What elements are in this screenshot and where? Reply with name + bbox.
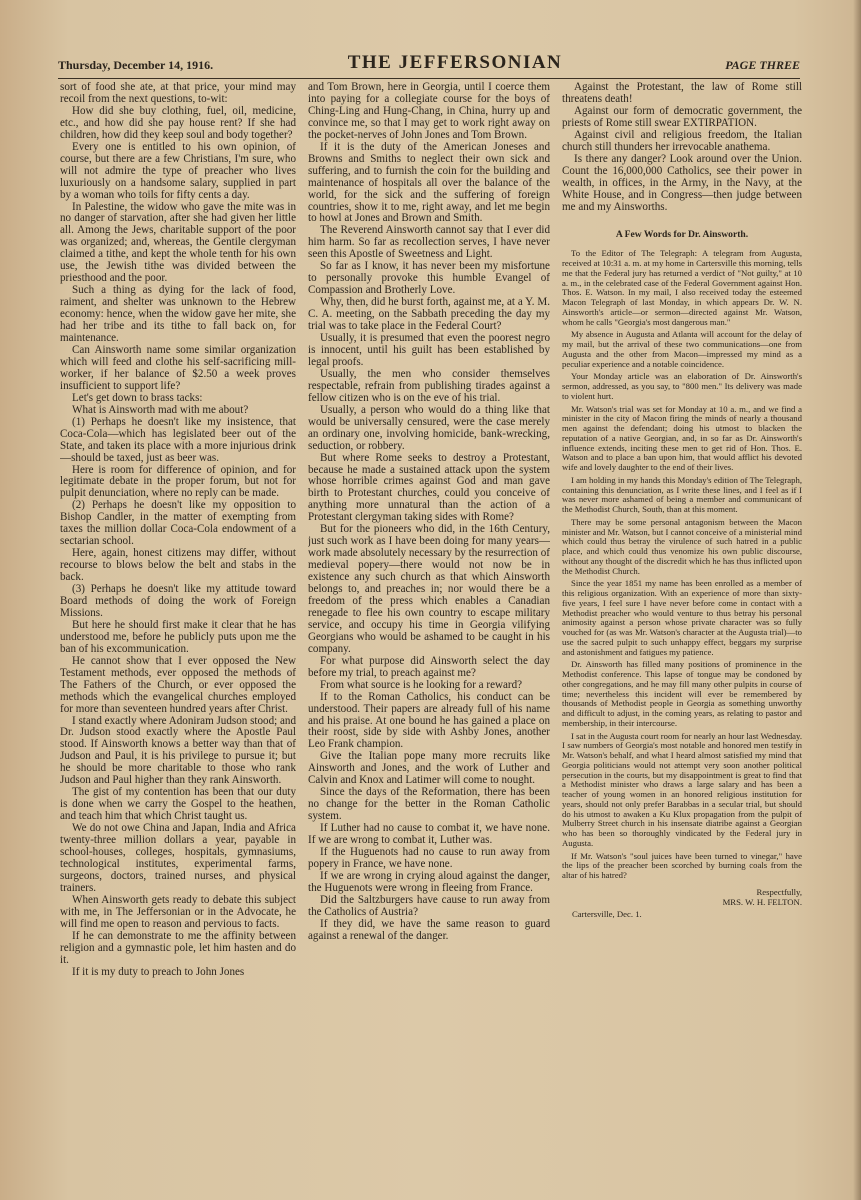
paragraph: If Luther had no cause to combat it, we have none. If we are wrong to combat it, Luther was. — [308, 822, 550, 847]
paragraph: Here, again, honest citizens may differ, without recourse to blows below the belt and stabs in the back. — [60, 547, 296, 584]
paragraph: Why, then, did he burst forth, against me, at a Y. M. C. A. meeting, on the Sabbath preceding the day my trial was to take place in the Federal Court? — [308, 296, 550, 333]
paragraph: Usually, it is presumed that even the poorest negro is innocent, until his guilt has been established by legal proofs. — [308, 332, 550, 368]
letter-place-date: Cartersville, Dec. 1. — [572, 908, 642, 919]
paragraph: For what purpose did Ainsworth select the day before my trial, to preach against me? — [308, 654, 550, 679]
paragraph: But where Rome seeks to destroy a Protestant, because he made a sustained attack upon the system whose horrible crimes against God and man gave birth to Protestant churches, could you conceive of anything more unnatural than the action of a Protestant clergyman taking sides with Rome? — [308, 451, 550, 524]
letter-paragraph: I sat in the Augusta court room for nearly an hour last Wednesday. I saw numbers of Georgia's most notable and honored men testify in Mr. Watson's behalf, and what I heard almost satisfied my mind that Georgia politicians would not attempt very soon another political persecution in the courts, but my disappointment is great to find that a Methodist minister who draws a large salary and has been a teacher of young women in an honored religious institution for years, should not only prefer Barabbas in a secular trial, but should do his utmost to awaken a Ku Klux propagation from the pulpit of Mulberry Street church in his insensate diatribe against a Georgian who has been so thoroughly vindicated by the Federal jury in Augusta. — [562, 730, 802, 848]
paragraph: Such a thing as dying for the lack of food, raiment, and shelter was unknown to the Hebrew economy: hence, when the widow gave her mite, she had her tribe and its tithe to fall back on, for maintenance. — [60, 284, 296, 345]
paragraph: Against our form of democratic government, the priests of Rome still swear EXTIRPATION. — [562, 104, 802, 129]
paragraph: Usually, the men who consider themselves respectable, refrain from publishing tirades against a fellow citizen who is on the eve of his trial. — [308, 367, 550, 404]
column-3 — [562, 82, 802, 1114]
paragraph: Here is room for difference of opinion, and for legitimate debate in the proper forum, but not for pulpit denunciation, where no reply can be made. — [60, 463, 296, 500]
header-rule — [58, 78, 800, 79]
paragraph: If it is the duty of the American Joneses and Browns and Smiths to neglect their own sick and suffering, and to furnish the coin for the building and maintenance of hospitals all over the balance of the world, for the sick and the suffering of foreign countries, show it to me, right away, and let me begin to howl at Jones and Brown and Smith. — [308, 140, 550, 225]
paragraph: Is there any danger? Look around over the Union. Count the 16,000,000 Catholics, see their power in wealth, in offices, in the Army, in the Navy, at the White House, and in Congress—then judge between me and my Ainsworths. — [562, 152, 802, 213]
letter-paragraph: If Mr. Watson's "soul juices have been turned to vinegar," have the lips of the preacher been scorched by burning coals from the altar of his hatred? — [562, 850, 802, 881]
newspaper-title: THE JEFFERSONIAN — [347, 52, 563, 73]
letter-paragraph: To the Editor of The Telegraph: A telegram from Augusta, received at 10:31 a. m. at my home in Cartersville this morning, tells me that the Federal jury has returned a verdict of "Not guilty," at 10 a. m., in the celebrated case of the Federal Government against Hon. Thos. E. Watson. In my mail, I also received today the esteemed Macon Telegraph of last Monday, in which appears Dr. W. N. Ainsworth's article—or sermon—directed against Mr. Watson, whom he calls "Georgia's most dangerous man." — [562, 248, 802, 327]
paragraph: I stand exactly where Adoniram Judson stood; and Dr. Judson stood exactly where the Apostle Paul stood. If Ainsworth knows a better way than that of Judson and Paul, it is his privilege to pursue it; but he should be more charitable to those who rank Judson and Paul higher than they rank Ainsworth. — [60, 714, 296, 787]
paragraph: So far as I know, it has never been my misfortune to personally provoke this humble Evangel of Compassion and Brotherly Love. — [308, 260, 550, 297]
letter-signature: MRS. W. H. FELTON. — [722, 896, 802, 907]
paragraph: The Reverend Ainsworth cannot say that I ever did him harm. So far as recollection serves, I have never seen this Apostle of Sweetness and Light. — [308, 224, 550, 261]
paragraph: (2) Perhaps he doesn't like my opposition to Bishop Candler, in the matter of exempting from taxes the million dollar Coca-Cola endowment of a sectarian school. — [60, 499, 296, 548]
paragraph: Against the Protestant, the law of Rome still threatens death! — [562, 82, 802, 105]
paragraph: If the Huguenots had no cause to run away from popery in France, we have none. — [308, 846, 550, 870]
letter-paragraph: Mr. Watson's trial was set for Monday at 10 a. m., and we find a minister in the city of Macon firing the minds of nearly a thousand men against the defendant; doing his utmost to blacken the reputation of a native Georgian, and, in so far as Dr. Ainsworth's influence extends, inciting these men to get rid of Hon. Thos. E. Watson and to place a ban upon him, that would afflict his devoted wife and lovely daughter to the end of their lives. — [562, 403, 802, 473]
paragraph: He cannot show that I ever opposed the New Testament methods, ever opposed the methods of The Fathers of the Church, or ever opposed the methods which the evangelical churches employed for more than seventeen hundred years after Christ. — [60, 654, 296, 715]
paragraph: Give the Italian pope many more recruits like Ainsworth and Jones, and the work of Luther and Calvin and Knox and Latimer will come to nought. — [308, 750, 550, 787]
letter-paragraph: There may be some personal antagonism between the Macon minister and Mr. Watson, but I cannot conceive of a ministerial mind which could thus betray the virulence of such hatred in a public place, and which could thus venomize his own public discourse, without any thought of the discredit which he has thus inflicted upon the Methodist Church. — [562, 516, 802, 576]
paragraph: sort of food she ate, at that price, your mind may recoil from the next questions, to-wit: — [60, 82, 296, 105]
paragraph: If he can demonstrate to me the affinity between religion and a gymnastic pole, let him hasten and do it. — [60, 929, 296, 966]
paragraph: (3) Perhaps he doesn't like my attitude toward Board methods of doing the work of Foreign Missions. — [60, 583, 296, 619]
paragraph: Did the Saltzburgers have cause to run away from the Catholics of Austria? — [308, 893, 550, 918]
letter-paragraph: Dr. Ainsworth has filled many positions of prominence in the Methodist conference. This lapse of tongue may be condoned by other congregations, and he may fill many other pulpits in course of time; nevertheless this incident will ever be remembered by thousands of Methodist people in Georgia as something unworthy and difficult to adjust, in the coming years, as relating to pastor and membership, in their intercourse. — [562, 659, 802, 728]
letter-paragraph: Since the year 1851 my name has been enrolled as a member of this religious organization. With an experience of more than sixty-five years, I feel sure I have never before come in contact with a Methodist preacher who would venture to thus betray his personal animosity against a person whose private character was so fully vouched for (as was Mr. Watson's character at the Augusta trial)—to use the sacred pulpit to such unhappy effect, beggars my surprise and astonishment and fatigues my patience. — [562, 578, 802, 657]
paragraph: Since the days of the Reformation, there has been no change for the better in the Roman Catholic system. — [308, 786, 550, 823]
paragraph: and Tom Brown, here in Georgia, until I coerce them into paying for a collegiate course for the boys of Ching-Ling and Hung-Chang, in China, hurry up and convince me, so that I may get to work right away on the pocket-nerves of John Jones and Tom Brown. — [308, 82, 550, 141]
paragraph: If we are wrong in crying aloud against the danger, the Huguenots were wrong in fleeing from France. — [308, 869, 550, 894]
paragraph: But for the pioneers who did, in the 16th Century, just such work as I have been doing for many years—work made absolutely necessary by the resurrection of medieval popery—there would not now be in existence any such church as that which Ainsworth belongs to, and preaches in; nor would there be a freedom of the press which enables a Canadian renegade to flee his own country to escape military service, and occupy his time in Georgia vilifying Georgians who would be ashamed to be caught in his company. — [308, 523, 550, 655]
paragraph: When Ainsworth gets ready to debate this subject with me, in The Jeffersonian or in the Advocate, he will find me open to reason and pervious to facts. — [60, 893, 296, 930]
paragraph: Every one is entitled to his own opinion, of course, but there are a few Christians, I'm sure, who will not admire the type of preacher who lives luxuriously on a handsome salary, supplied in part by a woman who toils for fifty cents a day. — [60, 140, 296, 201]
paragraph: If they did, we have the same reason to guard against a renewal of the danger. — [308, 917, 550, 942]
column-2 — [308, 82, 550, 1147]
paragraph: But here he should first make it clear that he has understood me, before he publicly puts upon me the ban of his excommunication. — [60, 618, 296, 655]
column-1 — [60, 82, 296, 1147]
paragraph: Let's get down to brass tacks: — [72, 391, 203, 404]
letter-heading: A Few Words for Dr. Ainsworth. — [615, 229, 749, 241]
page-edge-shadow — [853, 0, 861, 1200]
paragraph: Against civil and religious freedom, the Italian church still thunders her irrevocable anathema. — [562, 128, 802, 153]
letter-paragraph: My absence in Augusta and Atlanta will account for the delay of my mail, but the arrival of these two communications—one from Augusta and the other from Macon—impressed my mind as a peculiar experience and a notable coincidence. — [562, 329, 802, 369]
letter-signature-block — [562, 887, 802, 907]
paragraph: In Palestine, the widow who gave the mite was in no danger of starvation, after she had given her little all. Among the Jews, charitable support of the poor was organized; and, whereas, the Gentile clergyman claimed a tithe, and kept the whole tenth for his own use, the Jewish tithe was divided between the priesthood and the poor. — [60, 200, 296, 285]
paragraph: How did she buy clothing, fuel, oil, medicine, etc., and how did she pay house rent? If she had children, how did they keep soul and body together? — [60, 104, 296, 141]
paragraph: What is Ainsworth mad with me about? — [72, 403, 249, 416]
letter-paragraph: Your Monday article was an elaboration of Dr. Ainsworth's sermon, addressed, as you say, to "800 men." Its delivery was made to violent hurt. — [562, 371, 802, 401]
paragraph: Can Ainsworth name some similar organization which will feed and clothe his self-sacrificing mill-worker, if her balance of $2.50 a week proves insufficient to support life? — [60, 343, 296, 392]
paragraph: The gist of my contention has been that our duty is done when we carry the Gospel to the heathen, and teach him that which Christ taught us. — [60, 786, 296, 823]
paragraph: We do not owe China and Japan, India and Africa twenty-three million dollars a year, payable in school-houses, colleges, hospitals, gymnasiums, technological institutes, experimental farms, surgeons, doctors, trained nurses, and physical trainers. — [60, 822, 296, 894]
paragraph: From what source is he looking for a reward? — [320, 678, 523, 691]
paragraph: If to the Roman Catholics, his conduct can be understood. Their papers are already full of his name and his praise. At one bound he has gained a place on their roost, side by side with Ashby Jones, another Leo Frank champion. — [308, 690, 550, 751]
paragraph: Usually, a person who would do a thing like that would be universally censured, were the case merely an ordinary one, involving homicide, bank-wrecking, seduction, or robbery. — [308, 403, 550, 452]
paragraph: (1) Perhaps he doesn't like my insistence, that Coca-Cola—which has legislated beer out of the State, and taken its place with a more injurious drink—should be taxed, just as beer was. — [60, 415, 296, 464]
paragraph: If it is my duty to preach to John Jones — [72, 965, 245, 978]
page-number: PAGE THREE — [725, 58, 800, 72]
letter-paragraph: I am holding in my hands this Monday's edition of The Telegraph, containing this denunciation, as I write these lines, and I feel as if I was never more ashamed of being a member and communicant of the Methodist Church, South, than at this moment. — [562, 474, 802, 515]
issue-date: Thursday, December 14, 1916. — [58, 58, 214, 72]
letter-closing: Respectfully, — [756, 886, 802, 897]
letter-section — [562, 229, 802, 920]
